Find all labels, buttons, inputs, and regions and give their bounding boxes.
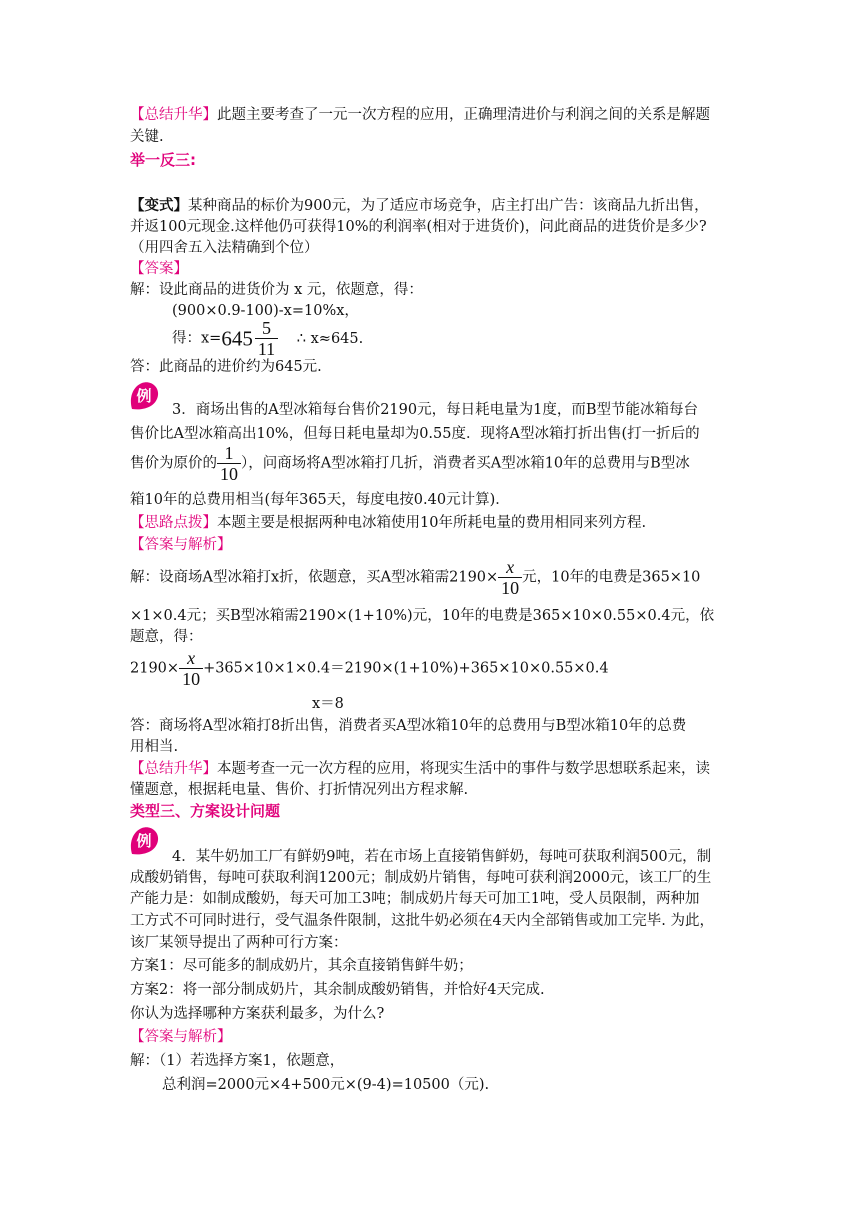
equation-line [130,648,609,692]
solution-1-answer: 答：此商品的进价约为645元. [130,359,322,375]
variant-line-1 [130,196,709,216]
solution-3-line-3: 题意，得： [130,629,203,645]
equation-end: +365×10×1×0.4＝2190×(1+10%)+365×10×0.55×0.4 [203,660,609,677]
summary-text: 此题主要考查了一元一次方程的应用，正确理清进价与利润之间的关系是解题 [217,107,710,123]
section-heading-type-three: 类型三、方案设计问题 [130,802,281,820]
example-3-line-3 [130,443,690,487]
summary-para-1-line-2: 关键. [130,129,164,145]
example-3-line-1: 3．商场出售的A型冰箱每台售价2190元，每日耗电量为1度，而B型节能冰箱每台 [172,402,698,418]
fraction-denominator: 10 [179,668,203,689]
solution-4-line-2: 总利润=2000元×4+500元×(9-4)=10500（元). [162,1077,490,1093]
answer-analysis-tag-2: 【答案与解析】 [130,1029,232,1045]
solution-1-line-1: 解：设此商品的进货价为 x 元，依题意，得： [130,282,423,298]
example-4-line-3: 产能力是：如制成酸奶，每天可加工3吨；制成奶片每天可加工1吨，受人员限制，两种加 [130,891,700,907]
variant-line-2: 并返100元现金.这样他仍可获得10%的利润率(相对于进货价)，问此商品的进货价是多少? [130,219,707,235]
fraction-denominator: 11 [255,338,278,359]
example-4-line-7: 方案2：将一部分制成奶片，其余制成酸奶销售，并恰好4天完成. [130,982,545,998]
approx-result: ∴ x≈645. [296,330,364,347]
mixed-number-fraction [255,318,278,359]
example-3-line-3-end: ），问商场将A型冰箱打几折，消费者买A型冰箱10年的总费用与B型冰 [241,455,690,472]
summary-para-1-line-1 [130,105,710,125]
example-4-line-6: 方案1：尽可能多的制成奶片，其余直接销售鲜牛奶； [130,958,473,974]
fraction-numerator: 5 [262,318,271,338]
fraction-denominator: 10 [498,577,522,598]
example-4-line-4: 工方式不可同时进行，受气温条件限制，这批牛奶必须在4天内全部销售或加工完毕. 为此， [130,913,714,929]
example-3-line-2: 售价比A型冰箱高出10%，但每日耗电量却为0.55度．现将A型冰箱打折出售(打一折后的 [130,426,700,442]
example-4-line-8: 你认为选择哪种方案获利最多，为什么? [130,1006,385,1022]
hint-tag: 【思路点拨】 [130,515,217,531]
example-4-line-5: 该厂某领导提出了两种可行方案： [130,935,348,951]
equation-result: x＝8 [312,696,344,712]
result-label: 得：x= [172,330,222,347]
summary-tag: 【总结升华】 [130,107,217,123]
answer-tag: 【答案】 [130,261,188,277]
example-4-line-2: 成酸奶销售，每吨可获取利润1200元；制成奶片销售，每吨可获利润2000元，该工厂的生 [130,870,712,886]
example-badge-icon [128,826,160,856]
fraction-numerator: x [506,557,515,577]
fraction-numerator: 1 [224,443,234,463]
example-3-line-4: 箱10年的总费用相当(每年365天，每度电按0.40元计算)． [130,492,510,508]
variant-line-3: （用四舍五入法精确到个位） [130,240,319,256]
badge-label: 例 [136,832,152,850]
summary-para-2-line-2: 懂题意，根据耗电量、售价、打折情况列出方程求解. [130,782,469,798]
answer-analysis-tag: 【答案与解析】 [130,537,232,553]
solution-3-line-1 [130,557,700,601]
solution-3-answer-line-2: 用相当. [130,739,179,755]
example-badge-icon [128,381,160,411]
solution-3-line-1-end: 元，10年的电费是365×10 [522,569,701,586]
fraction-denominator: 10 [217,463,241,484]
badge-label: 例 [136,387,152,405]
equation-start: 2190× [130,660,180,677]
solution-4-line-1: 解：（1）若选择方案1，依题意， [130,1053,345,1069]
x-over-ten-fraction [498,557,522,598]
solution-3-line-1-start: 解：设商场A型冰箱打x折，依题意，买A型冰箱需2190× [130,569,499,586]
summary-tag: 【总结升华】 [130,761,217,777]
one-tenth-fraction [217,443,241,484]
solution-3-line-2: ×1×0.4元；买B型冰箱需2190×(1+10%)元，10年的电费是365×10×0.55×0.4元，依 [130,608,715,624]
variant-tag: 【变式】 [130,197,188,214]
example-3-line-3-start: 售价为原价的 [130,455,217,472]
solution-1-line-2: (900×0.9-100)-x=10%x， [172,303,359,319]
summary-para-2-line-1 [130,759,710,779]
mixed-number-whole: 645 [221,326,253,351]
variant-text: 某种商品的标价为900元，为了适应市场竞争，店主打出广告：该商品九折出售， [188,198,709,214]
fraction-numerator: x [187,648,196,668]
section-heading-variants: 举一反三: [130,151,196,169]
solution-3-answer-line-1: 答：商场将A型冰箱打8折出售，消费者买A型冰箱10年的总费用与B型冰箱10年的总费 [130,718,687,734]
x-over-ten-fraction-2 [179,648,203,689]
summary-text: 本题考查一元一次方程的应用，将现实生活中的事件与数学思想联系起来，读 [217,761,710,777]
hint-line [130,513,646,533]
solution-1-line-3 [172,318,363,362]
example-4-line-1: 4．某牛奶加工厂有鲜奶9吨，若在市场上直接销售鲜奶，每吨可获取利润500元，制 [172,849,712,865]
hint-text: 本题主要是根据两种电冰箱使用10年所耗电量的费用相同来列方程. [217,515,647,531]
